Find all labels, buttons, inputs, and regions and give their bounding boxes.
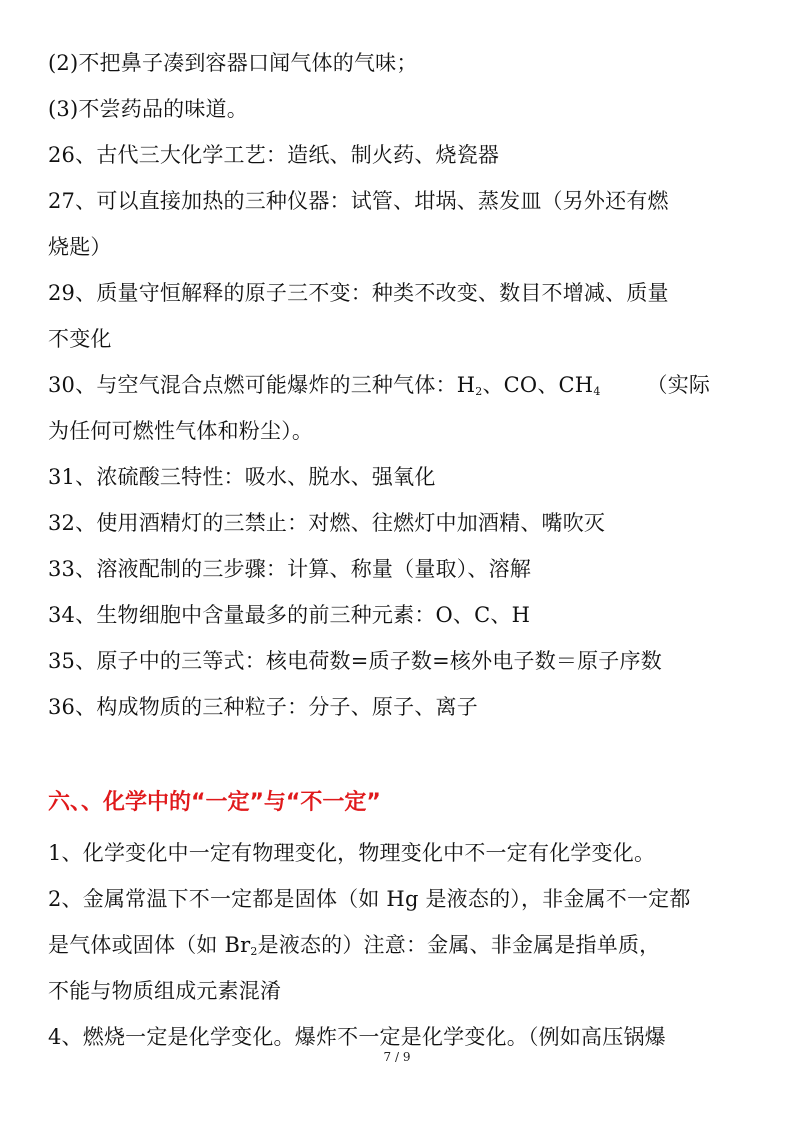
text-line-30 <box>48 362 748 408</box>
text-line-br <box>48 922 748 968</box>
section-heading: 六、、化学中的“一定”与“不一定” <box>48 790 381 815</box>
subscript: 4 <box>593 385 601 398</box>
line30-prefix: 30、与空气混合点燃可能爆炸的三种气体：H <box>48 373 476 397</box>
text-line: 26、古代三大化学工艺：造纸、制火药、烧瓷器 <box>48 143 500 167</box>
text-line: (2)不把鼻子凑到容器口闻气体的气味； <box>48 51 418 75</box>
page-number: 7 / 9 <box>383 1050 411 1064</box>
text-line: 34、生物细胞中含量最多的前三种元素：O、C、H <box>48 603 531 627</box>
line-br-prefix: 是气体或固体（如 Br <box>48 933 251 957</box>
text-line: 不变化 <box>48 327 112 351</box>
text-line: 1、化学变化中一定有物理变化，物理变化中不一定有化学变化。 <box>48 841 656 865</box>
document-page <box>48 40 748 1060</box>
text-line: 27、可以直接加热的三种仪器：试管、坩埚、蒸发皿（另外还有燃 <box>48 189 669 213</box>
text-line: (3)不尝药品的味道。 <box>48 97 248 121</box>
text-line: 36、构成物质的三种粒子：分子、原子、离子 <box>48 695 478 719</box>
text-line: 35、原子中的三等式：核电荷数=质子数=核外电子数＝原子序数 <box>48 649 662 673</box>
text-line: 33、溶液配制的三步骤：计算、称量（量取）、溶解 <box>48 557 532 581</box>
text-line: 4、燃烧一定是化学变化。爆炸不一定是化学变化。（例如高压锅爆 <box>48 1025 666 1049</box>
subscript: 2 <box>250 945 258 958</box>
text-line: 31、浓硫酸三特性：吸水、脱水、强氧化 <box>48 465 436 489</box>
line-br-suffix: 是液态的）注意：金属、非金属是指单质， <box>257 933 661 957</box>
line30-mid: 、CO、CH <box>482 373 594 397</box>
line30-suffix: （实际 <box>646 373 711 397</box>
text-line: 不能与物质组成元素混淆 <box>48 979 282 1003</box>
text-line: 32、使用酒精灯的三禁止：对燃、往燃灯中加酒精、嘴吹灭 <box>48 511 606 535</box>
text-line: 为任何可燃性气体和粉尘）。 <box>48 419 314 443</box>
subscript: 2 <box>475 385 483 398</box>
text-line: 29、质量守恒解释的原子三不变：种类不改变、数目不增减、质量 <box>48 281 669 305</box>
text-line: 2、金属常温下不一定都是固体（如 Hg 是液态的），非金属不一定都 <box>48 887 691 911</box>
text-line: 烧匙） <box>48 235 112 259</box>
